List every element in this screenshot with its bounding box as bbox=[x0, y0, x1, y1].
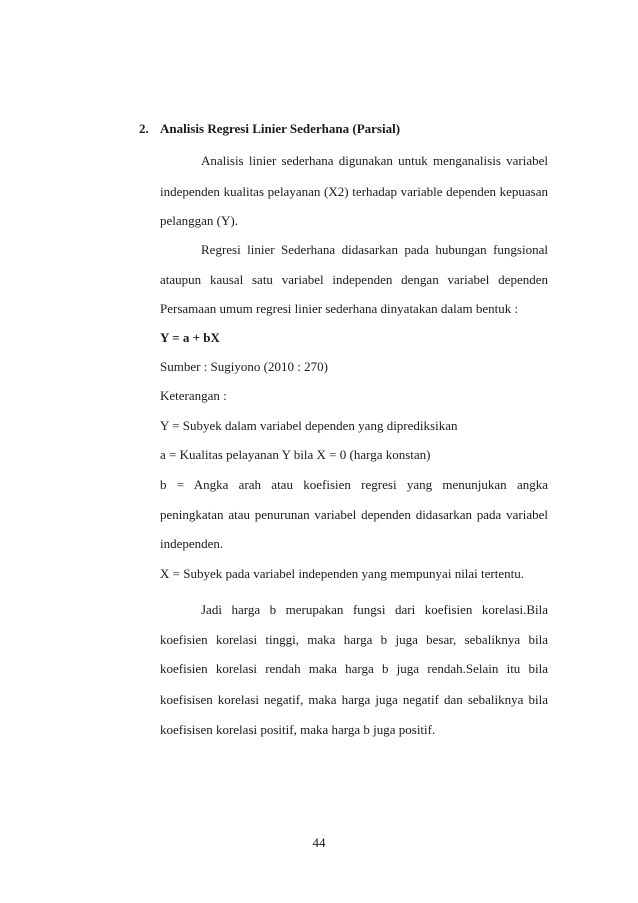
definition-b-cont: peningkatan atau penurunan variabel dependen didasarkan pada variabel bbox=[160, 507, 548, 522]
paragraph-line: koefisien korelasi tinggi, maka harga b juga besar, sebaliknya bila bbox=[160, 632, 548, 647]
definition-b-end: independen. bbox=[160, 536, 224, 551]
paragraph-line: koefisisen korelasi positif, maka harga b juga positif. bbox=[160, 722, 436, 737]
paragraph-line: independen kualitas pelayanan (X2) terhadap variable dependen kepuasan bbox=[160, 184, 548, 199]
paragraph-line: koefisien korelasi rendah maka harga b juga rendah.Selain itu bila bbox=[160, 661, 548, 676]
paragraph-line: Regresi linier Sederhana didasarkan pada hubungan fungsional bbox=[201, 242, 548, 257]
paragraph-line: ataupun kausal satu variabel independen dengan variabel dependen bbox=[160, 272, 548, 287]
source-citation: Sumber : Sugiyono (2010 : 270) bbox=[160, 359, 328, 374]
definition-y: Y = Subyek dalam variabel dependen yang diprediksikan bbox=[160, 418, 458, 433]
definition-a: a = Kualitas pelayanan Y bila X = 0 (harga konstan) bbox=[160, 447, 431, 462]
regression-formula: Y = a + bX bbox=[160, 330, 220, 345]
paragraph-line: koefisisen korelasi negatif, maka harga juga negatif dan sebaliknya bila bbox=[160, 692, 548, 707]
paragraph-line: pelanggan (Y). bbox=[160, 213, 238, 228]
paragraph-line: Jadi harga b merupakan fungsi dari koefisien korelasi.Bila bbox=[201, 602, 548, 617]
section-title: Analisis Regresi Linier Sederhana (Parsial) bbox=[160, 121, 401, 136]
legend-heading: Keterangan : bbox=[160, 388, 227, 403]
paragraph-line: Persamaan umum regresi linier sederhana dinyatakan dalam bentuk : bbox=[160, 301, 519, 316]
definition-b: b = Angka arah atau koefisien regresi yang menunjukan angka bbox=[160, 477, 548, 492]
definition-x: X = Subyek pada variabel independen yang mempunyai nilai tertentu. bbox=[160, 566, 524, 581]
paragraph-line: Analisis linier sederhana digunakan untuk menganalisis variabel bbox=[201, 153, 548, 168]
section-heading bbox=[139, 121, 400, 137]
page-number: 44 bbox=[312, 835, 326, 850]
section-number: 2. bbox=[139, 121, 149, 136]
